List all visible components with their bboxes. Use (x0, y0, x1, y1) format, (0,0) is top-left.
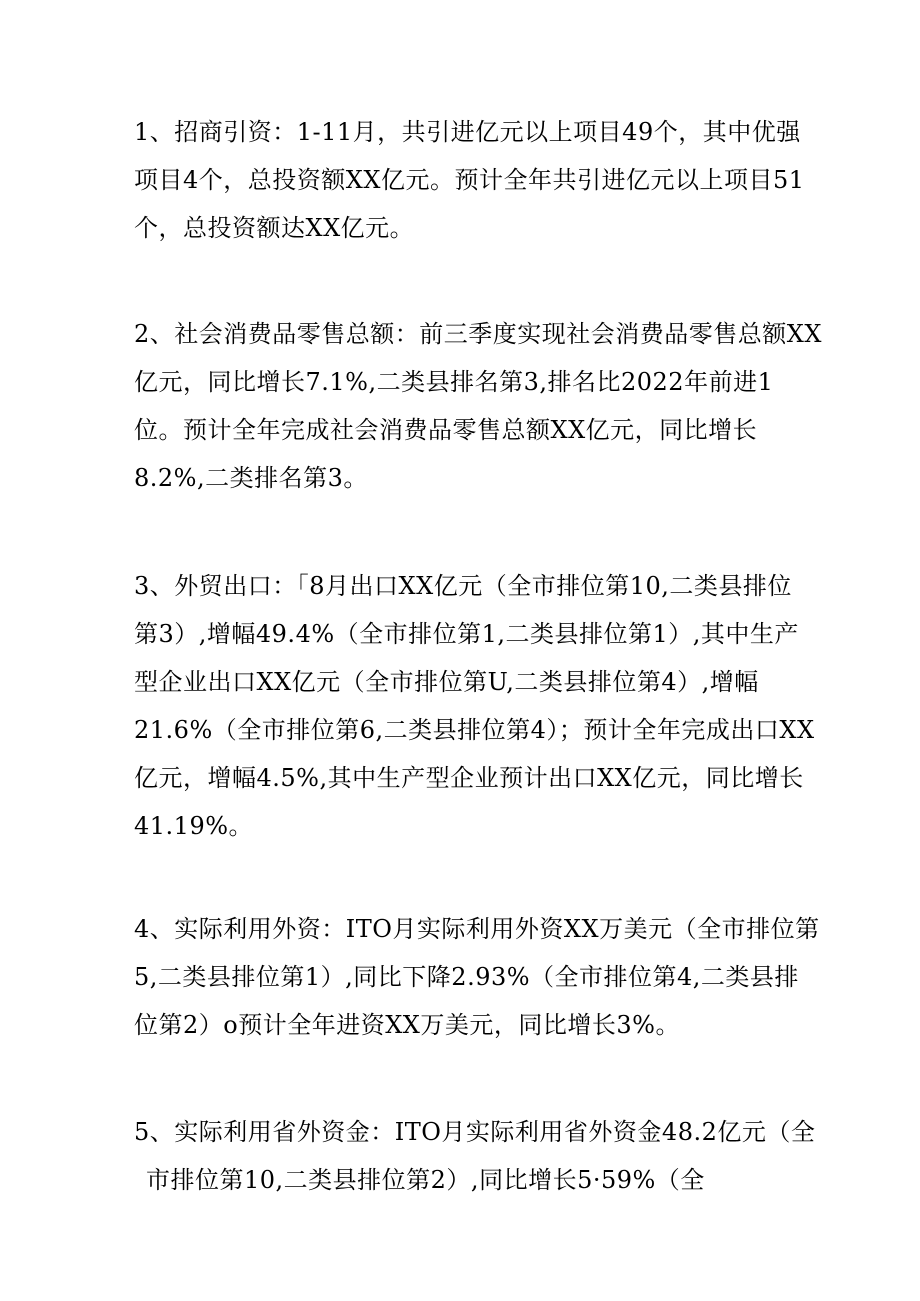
text-line: 位。预计全年完成社会消费品零售总额XX亿元，同比增长 (134, 416, 758, 444)
text-line: 41.19%。 (134, 812, 254, 840)
text-line: 个，总投资额达XX亿元。 (134, 214, 415, 242)
paragraph-foreign-trade-export (134, 562, 815, 850)
text-line: 亿元，增幅4.5%,其中生产型企业预计出口XX亿元，同比增长 (134, 764, 804, 792)
text-line: 4、实际利用外资：ITO月实际利用外资XX万美元（全市排位第 (134, 915, 820, 943)
text-line: 2、社会消费品零售总额：前三季度实现社会消费品零售总额XX (134, 320, 822, 348)
text-line: 型企业出口XX亿元（全市排位第U,二类县排位第4）,增幅 (134, 668, 759, 696)
text-line: 1、招商引资：1-11月，共引进亿元以上项目49个，其中优强 (134, 118, 801, 146)
text-line: 5、实际利用省外资金：ITO月实际利用省外资金48.2亿元（全 (134, 1118, 816, 1146)
text-line: 亿元，同比增长7.1%,二类县排名第3,排名比2022年前进1 (134, 368, 774, 396)
text-line: 第3）,增幅49.4%（全市排位第1,二类县排位第1）,其中生产 (134, 620, 799, 648)
paragraph-investment-attraction (134, 108, 805, 252)
paragraph-out-of-province-funds (134, 1108, 816, 1204)
paragraph-retail-sales (134, 310, 822, 502)
text-line: 位第2）o预计全年进资XX万美元，同比增长3%。 (134, 1011, 680, 1039)
text-line: 21.6%（全市排位第6,二类县排位第4）；预计全年完成出口XX (134, 716, 815, 744)
text-line: 5,二类县排位第1）,同比下降2.93%（全市排位第4,二类县排 (134, 963, 799, 991)
text-line: 市排位第10,二类县排位第2）,同比增长5·59%（全 (146, 1166, 705, 1194)
text-line: 8.2%,二类排名第3。 (134, 464, 368, 492)
text-line: 项目4个，总投资额XX亿元。预计全年共引进亿元以上项目51 (134, 166, 805, 194)
text-line: 3、外贸出口：「8月出口XX亿元（全市排位第10,二类县排位 (134, 572, 792, 600)
paragraph-foreign-investment (134, 905, 820, 1049)
